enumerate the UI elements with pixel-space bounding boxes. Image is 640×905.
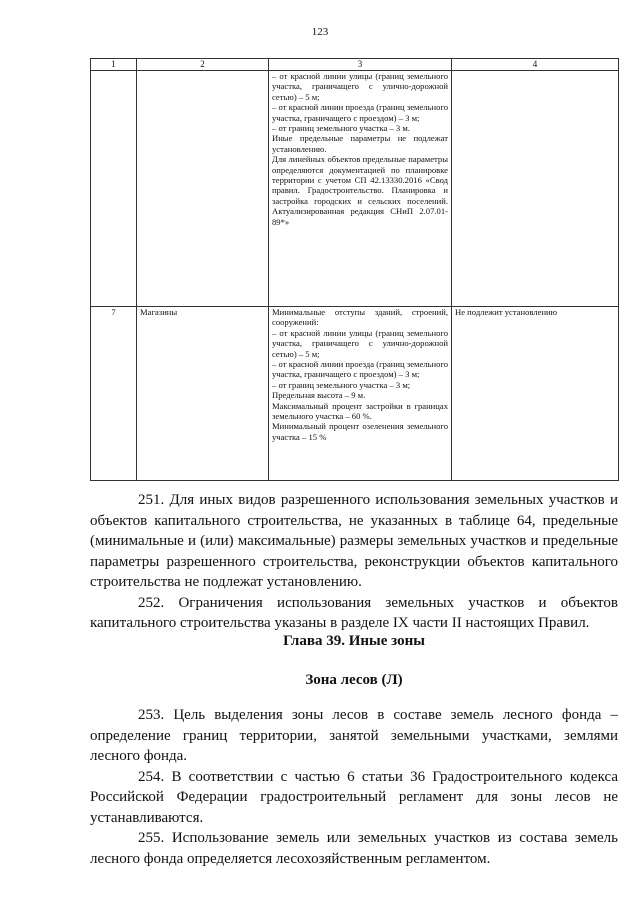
parameters-cell xyxy=(269,307,452,481)
column-header: 1 xyxy=(91,59,137,71)
parameters-cell xyxy=(269,71,452,307)
regulations-table xyxy=(90,58,619,481)
row-number-cell xyxy=(91,71,137,307)
parameter-line: – от красной линии улицы (границ земельного участка, граничащего с улично-дорожной сетью) – 5 м; xyxy=(272,327,448,359)
paragraph-251: 251. Для иных видов разрешенного использования земельных участков и объектов капитального строительства, не указанных в таблице 64, предельные (минимальные и (или) максимальные) размеры земельных участков и предельные параметры разрешенного строительства, реконструкции объектов капитального строительства не подлежат установлению. xyxy=(90,492,618,590)
paragraph-255: 255. Использование земель или земельных участков из состава земель лесного фонда определяется лесохозяйственным регламентом. xyxy=(90,830,618,867)
parameter-line: Минимальные отступы зданий, строений, сооружений: xyxy=(272,307,448,328)
column-header: 4 xyxy=(452,59,619,71)
paragraphs-bottom xyxy=(90,705,618,869)
parameter-line: Для линейных объектов предельные параметры определяются документацией по планировке территории с учетом СП 42.13330.2016 «Свод правил. Градостроительство. Планировка и застройка городских и сельских поселений. Актуализированная редакция СНиП 2.07.01-89*» xyxy=(272,154,448,227)
table-row xyxy=(91,71,619,307)
zone-title: Зона лесов (Л) xyxy=(305,672,403,688)
paragraph-254: 254. В соответствии с частью 6 статьи 36 Градостроительного кодекса Российской Федерации градостроительный регламент для зоны лесов не устанавливаются. xyxy=(90,768,618,826)
restrictions-cell xyxy=(452,71,619,307)
parameter-line: – от границ земельного участка – 3 м. xyxy=(272,123,410,134)
column-header: 2 xyxy=(137,59,269,71)
table-row xyxy=(91,307,619,481)
table-header-row xyxy=(91,59,619,71)
parameter-line: Иные предельные параметры не подлежат установлению. xyxy=(272,133,448,154)
paragraph-253: 253. Цель выделения зоны лесов в составе земель лесного фонда – определение границ территории, занятой земельными участками, землями лесного фонда. xyxy=(90,707,618,764)
parameter-line: Минимальный процент озеленения земельного участка – 15 % xyxy=(272,421,448,442)
paragraph-252: 252. Ограничения использования земельных участков и объектов капитального строительства указаны в разделе IX части II настоящих Правил. xyxy=(90,594,618,631)
column-header: 3 xyxy=(269,59,452,71)
paragraphs-top xyxy=(90,490,618,634)
chapter-title: Глава 39. Иные зоны xyxy=(283,633,425,649)
parameter-line: Максимальный процент застройки в границах земельного участка – 60 %. xyxy=(272,400,448,422)
parameter-line: – от красной линии проезда (границ земельного участка, граничащего с проездом) – 3 м; xyxy=(272,102,448,123)
parameter-line: – от границ земельного участка – 3 м; xyxy=(272,379,411,390)
parameter-line: – от красной линии улицы (границ земельного участка, граничащего с улично-дорожной сетью) – 5 м; xyxy=(272,71,448,102)
use-type-cell xyxy=(137,71,269,307)
use-type-cell: Магазины xyxy=(137,307,269,481)
parameter-line: Предельная высота – 9 м. xyxy=(272,390,366,401)
restrictions-cell: Не подлежит установлению xyxy=(452,307,619,481)
row-number-cell: 7 xyxy=(91,307,137,481)
parameter-line: – от красной линии проезда (границ земельного участка, граничащего с проездом) – 3 м; xyxy=(272,359,448,380)
page-number: 123 xyxy=(311,26,329,38)
